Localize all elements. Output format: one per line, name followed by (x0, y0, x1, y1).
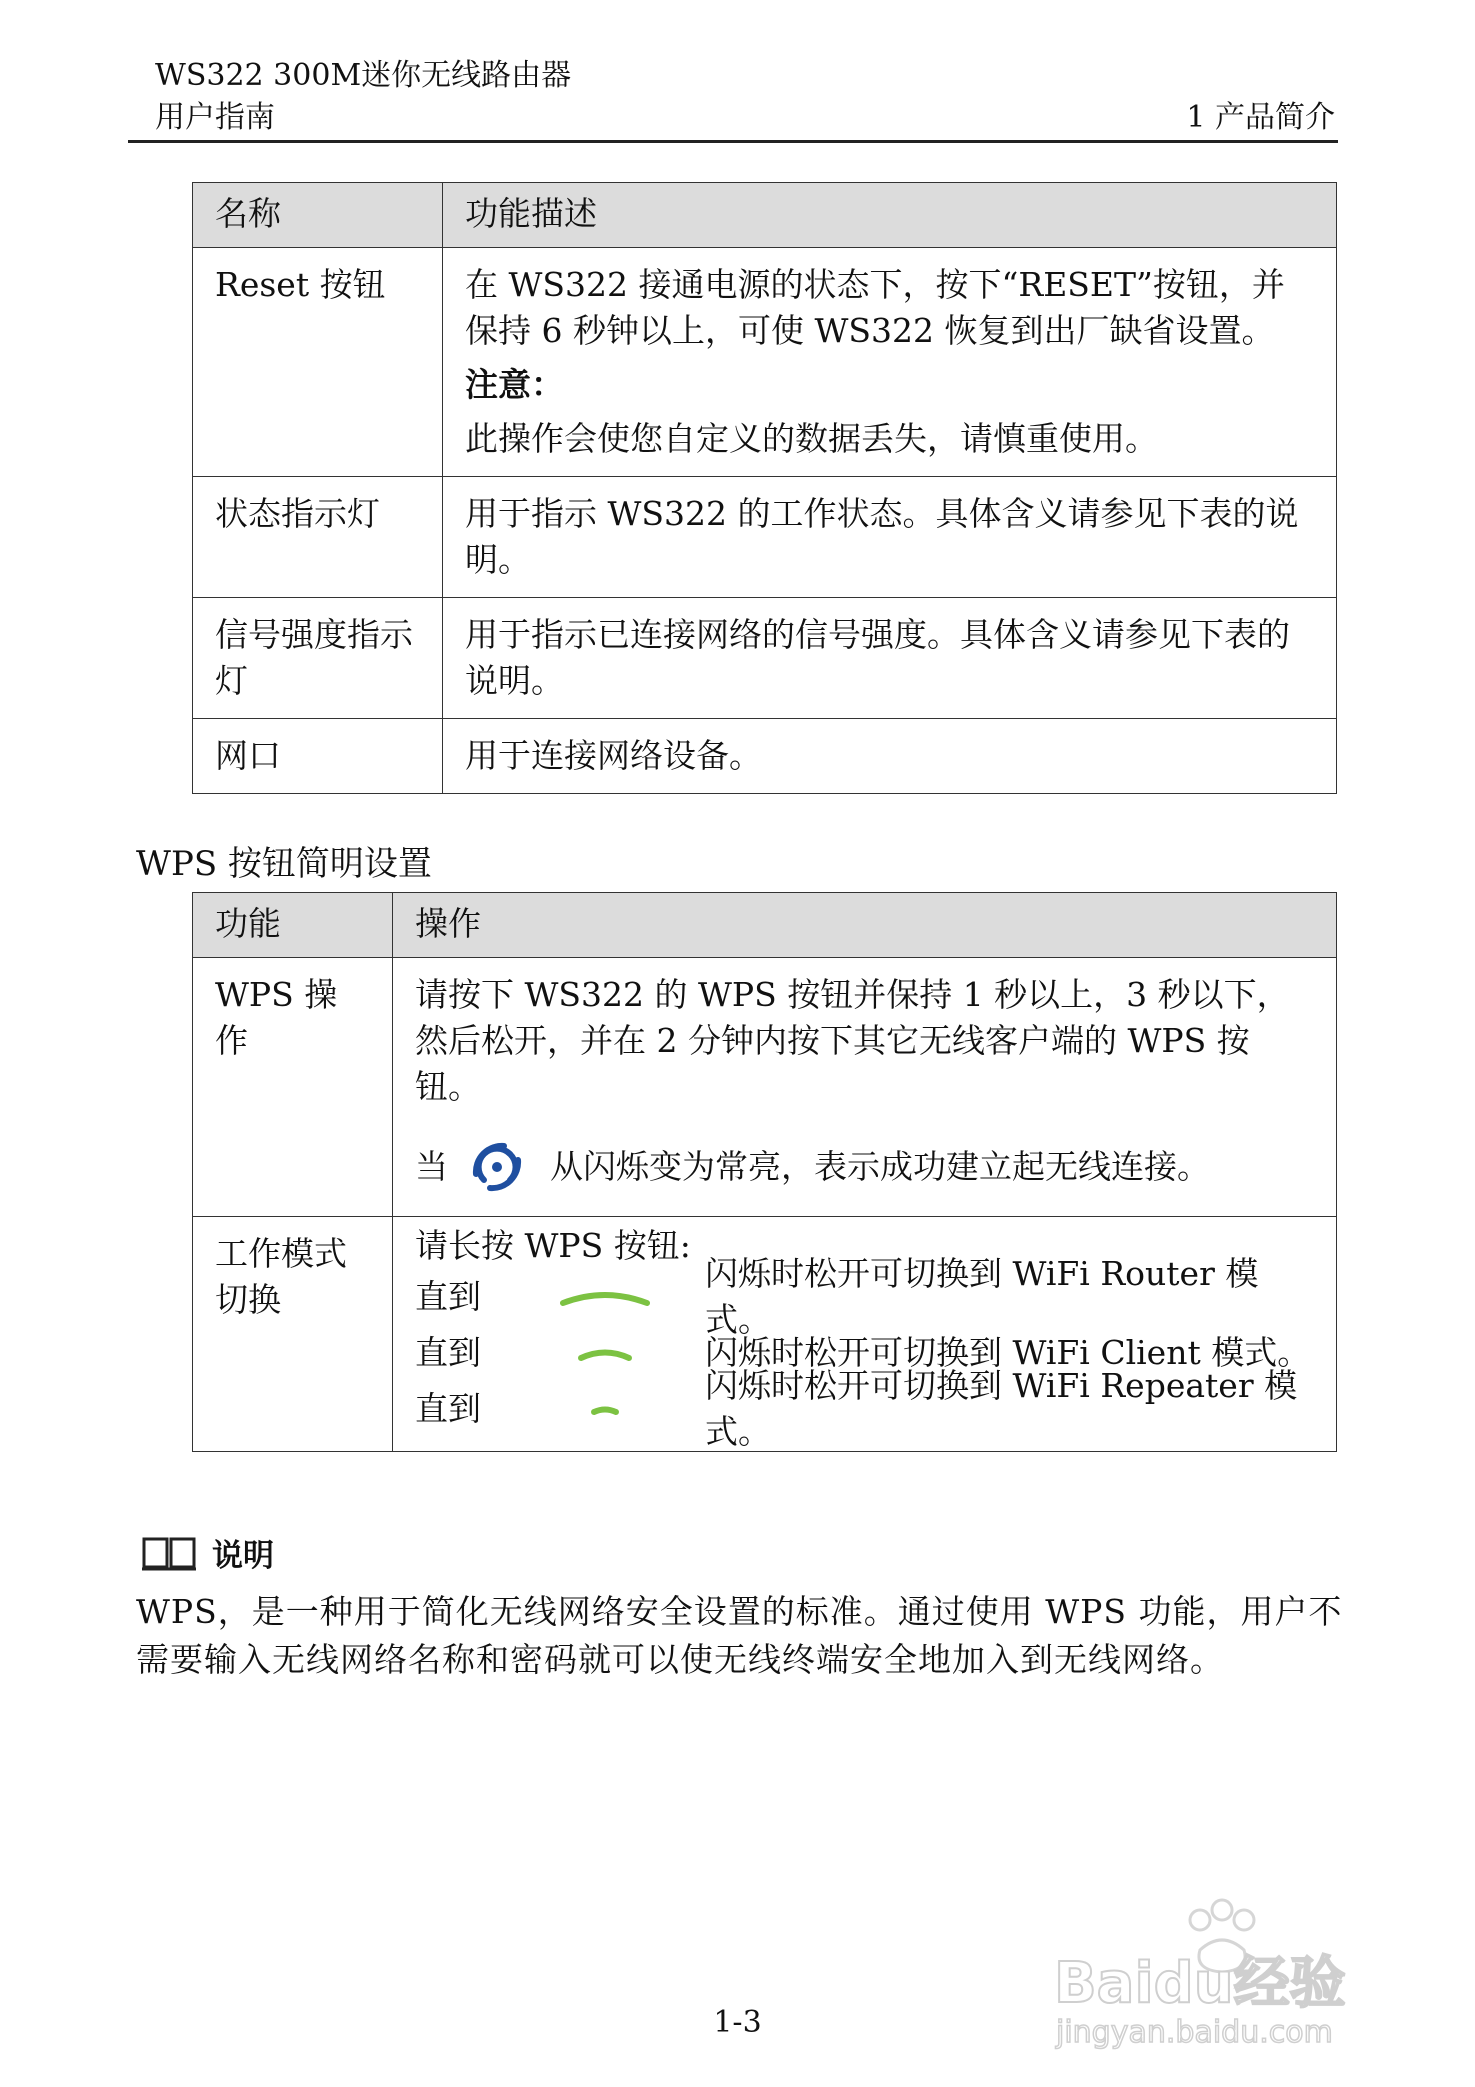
chapter-title: 1 产品简介 (1186, 100, 1335, 135)
note-text: 此操作会使您自定义的数据丢失，请慎重使用。 (465, 419, 1158, 458)
table-header-row (193, 893, 1337, 958)
mode-text: 闪烁时松开可切换到 WiFi Router 模式。 (705, 1254, 1259, 1339)
cell-desc (443, 248, 1337, 477)
signal-arc-long-icon (555, 1285, 655, 1309)
cell-name: 状态指示灯 (193, 477, 443, 598)
table-row (193, 598, 1337, 719)
watermark-url: jingyan.baidu.com (1056, 2015, 1333, 2050)
mode-prefix: 直到 (415, 1389, 481, 1428)
mode-text: 闪烁时松开可切换到 WiFi Repeater 模式。 (705, 1366, 1298, 1451)
mode-prefix: 直到 (415, 1277, 481, 1316)
header-divider (128, 140, 1338, 143)
table-header-row (193, 183, 1337, 248)
table-row (193, 477, 1337, 598)
page-header (155, 55, 1335, 139)
note-body: WPS，是一种用于简化无线网络安全设置的标准。通过使用 WPS 功能，用户不需要输入无线网络名称和密码就可以使无线终端安全地加入到无线网络。 (136, 1592, 1343, 1679)
wps-icon (462, 1132, 532, 1202)
section-title: WPS 按钮简明设置 (136, 844, 432, 884)
column-header: 功能 (193, 893, 393, 958)
column-header: 操作 (393, 893, 1337, 958)
mode-item-router (415, 1254, 1314, 1339)
reset-desc: 在 WS322 接通电源的状态下，按下“RESET”按钮，并保持 6 秒钟以上，可使 WS322 恢复到出厂缺省设置。 (465, 265, 1285, 350)
mode-item-repeater (415, 1366, 1314, 1451)
cell-name: 工作模式切换 (193, 1217, 393, 1452)
signal-arc-medium-icon (575, 1343, 635, 1363)
mode-prefix: 直到 (415, 1333, 481, 1372)
cell-desc (393, 958, 1337, 1217)
mode-intro: 请长按 WPS 按钮: (415, 1226, 691, 1265)
signal-arc-short-icon (588, 1401, 622, 1417)
cell-name: WPS 操作 (193, 958, 393, 1217)
baidu-watermark-logo (1050, 1880, 1390, 2050)
column-header: 功能描述 (443, 183, 1337, 248)
table-row (193, 248, 1337, 477)
column-header: 名称 (193, 183, 443, 248)
cell-desc: 用于指示已连接网络的信号强度。具体含义请参见下表的说明。 (443, 598, 1337, 719)
wps-desc: 请按下 WS322 的 WPS 按钮并保持 1 秒以上，3 秒以下，然后松开，并在 2 分钟内按下其它无线客户端的 WPS 按钮。 (415, 975, 1290, 1106)
wps-result-text: 从闪烁变为常亮，表示成功建立起无线连接。 (550, 1147, 1210, 1186)
cell-name: 网口 (193, 719, 443, 794)
table-row (193, 1217, 1337, 1452)
table-row (193, 719, 1337, 794)
wps-table (192, 892, 1337, 1452)
guide-title: 用户指南 (155, 100, 275, 135)
cell-name: 信号强度指示灯 (193, 598, 443, 719)
note-title: 说明 (212, 1538, 274, 1574)
page-number: 1-3 (713, 2005, 762, 2040)
note-heading (140, 1530, 274, 1575)
watermark-brand: Baidu经验 (1054, 1951, 1346, 2016)
cell-desc: 用于指示 WS322 的工作状态。具体含义请参见下表的说明。 (443, 477, 1337, 598)
component-table (192, 182, 1337, 794)
product-name: WS322 300M迷你无线路由器 (155, 58, 572, 93)
cell-desc: 用于连接网络设备。 (443, 719, 1337, 794)
mode-text: 闪烁时松开可切换到 WiFi Client 模式。 (705, 1333, 1311, 1372)
note-label: 注意： (465, 365, 564, 404)
book-icon (140, 1533, 198, 1573)
cell-desc (393, 1217, 1337, 1452)
table-row (193, 958, 1337, 1217)
wps-result-line (415, 1132, 1314, 1202)
cell-name: Reset 按钮 (193, 248, 443, 477)
when-label: 当 (415, 1147, 448, 1186)
